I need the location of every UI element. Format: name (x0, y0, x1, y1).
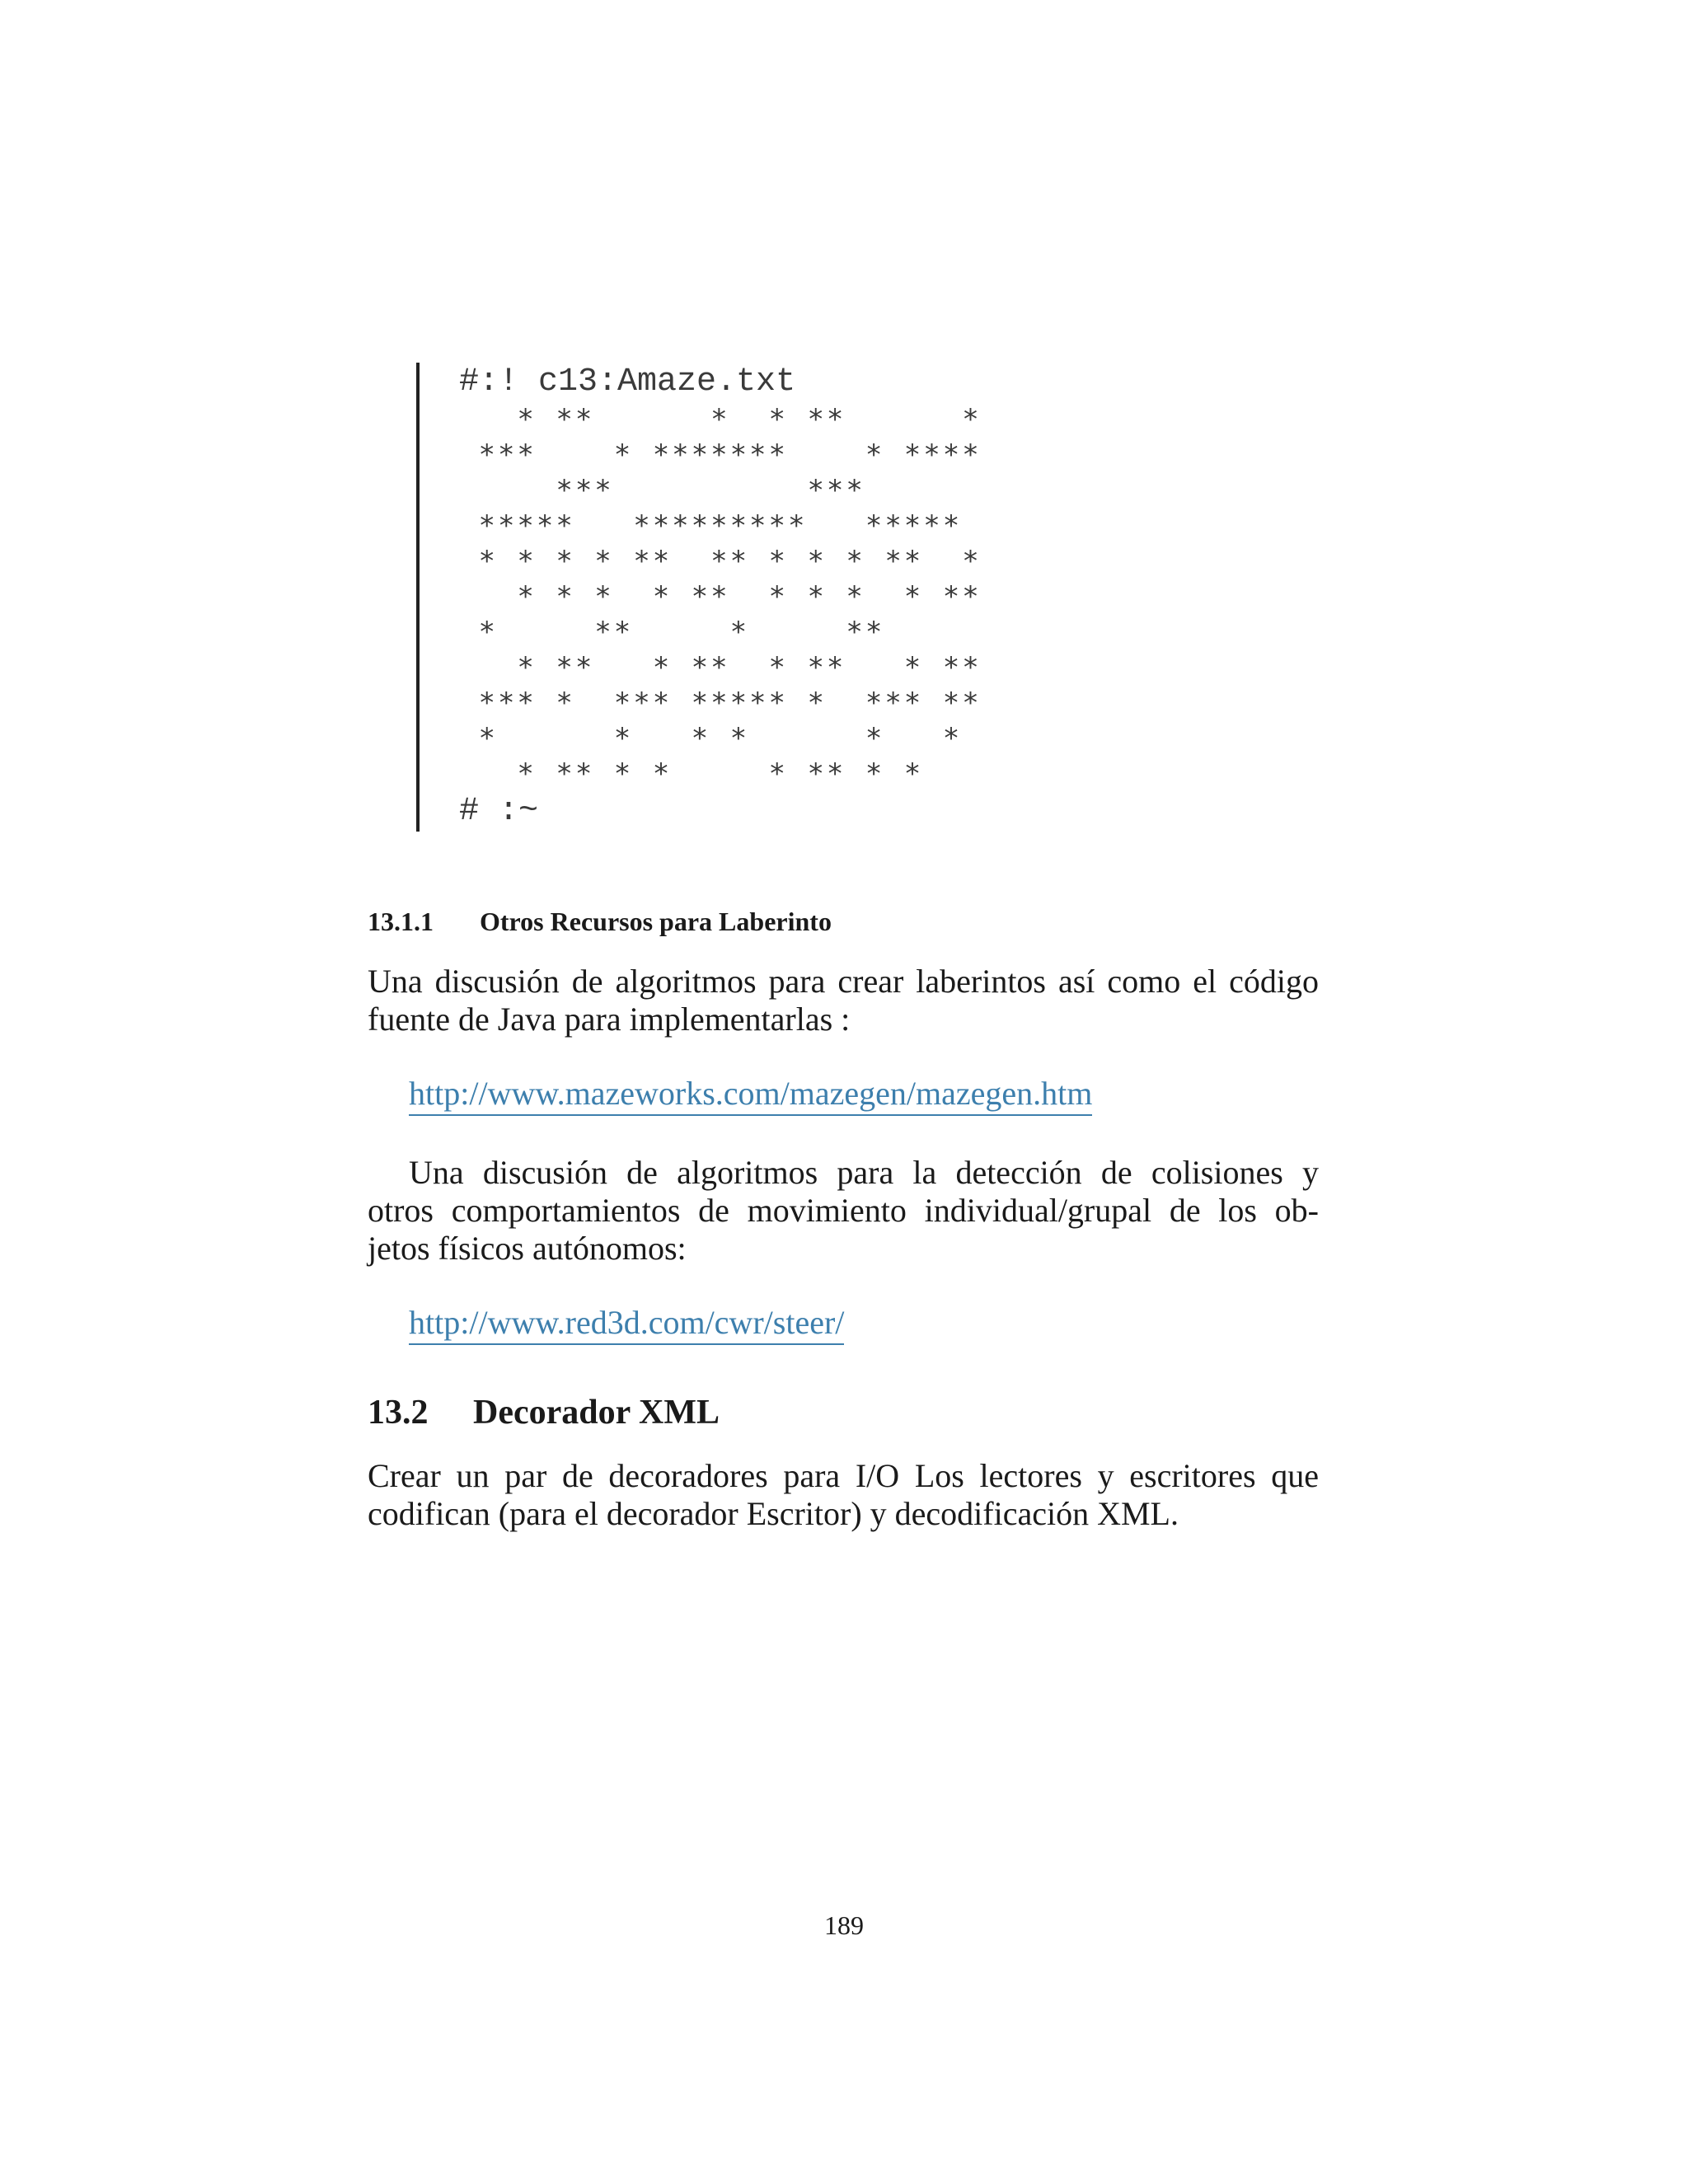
maze-line: * ** * ** * ** * ** (459, 651, 982, 684)
maze-line: * ** * ** (459, 616, 885, 649)
section-title: Decorador XML (473, 1394, 720, 1432)
subsection-heading (368, 907, 832, 937)
paragraph-line: Crear un par de decoradores para I/O Los lectores y escritores que (368, 1457, 1319, 1494)
maze-output (459, 402, 1201, 792)
code-listing (416, 363, 1201, 832)
paragraph-line: fuente de Java para implementarlas : (368, 1001, 851, 1038)
maze-line: * * * * * * (459, 722, 963, 755)
section-number: 13.2 (368, 1394, 429, 1432)
paragraph-line: codifican (para el decorador Escritor) y decodificación XML. (368, 1495, 1179, 1532)
maze-line: *** * *** ***** * *** ** (459, 687, 982, 719)
maze-line: *** * ******* * **** (459, 438, 982, 471)
mazeworks-link[interactable]: http://www.mazeworks.com/mazegen/mazegen.htm (409, 1075, 1092, 1116)
paragraph-line: jetos físicos autónomos: (368, 1230, 687, 1267)
subsection-number: 13.1.1 (368, 907, 434, 936)
maze-line: * * * * ** ** * * * ** * (459, 545, 982, 578)
red3d-link[interactable]: http://www.red3d.com/cwr/steer/ (409, 1304, 844, 1345)
maze-line: * ** * * * ** * * (459, 757, 924, 790)
subsection-title: Otros Recursos para Laberinto (480, 907, 832, 936)
maze-line: ***** ********* ***** (459, 509, 963, 542)
code-footer: # :~ (459, 793, 539, 830)
maze-line: * ** * * ** * (459, 403, 982, 436)
paragraph-line: otros comportamientos de movimiento individual/grupal de los ob- (368, 1192, 1319, 1229)
page-number: 189 (824, 1910, 864, 1940)
paragraph-line: Una discusión de algoritmos para crear laberintos así como el código (368, 963, 1319, 1000)
paragraph-collision-algorithms (368, 1154, 1319, 1268)
code-header: #:! c13:Amaze.txt (459, 363, 796, 401)
section-heading (368, 1393, 720, 1432)
paragraph-xml-decorator (368, 1457, 1319, 1533)
paragraph-maze-algorithms (368, 963, 1319, 1038)
maze-line: *** *** (459, 474, 865, 507)
maze-line: * * * * ** * * * * ** (459, 580, 982, 613)
paragraph-line: Una discusión de algoritmos para la detección de colisiones y (409, 1154, 1319, 1191)
